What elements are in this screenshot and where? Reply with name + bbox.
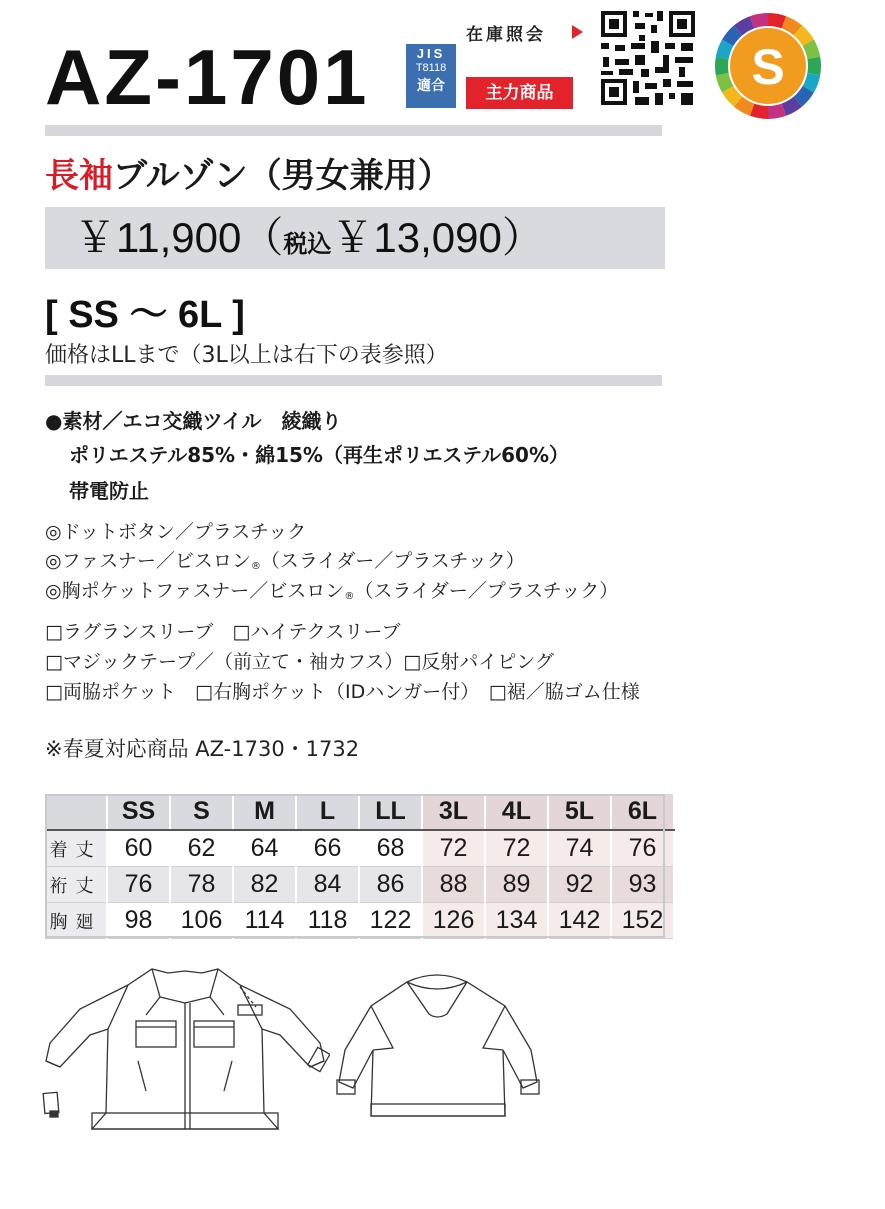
price-main: ￥11,900（: [74, 214, 284, 261]
spec-chest-fastener-slider: （スライダー／プラスチック）: [354, 580, 619, 602]
price-note: 価格はLLまで（3L以上は右下の表参照）: [45, 343, 448, 368]
jacket-front-illustration: [40, 963, 330, 1143]
feature-line: □ラグランスリーブ □ハイテクスリーブ: [45, 621, 401, 643]
row-label: 胸廻: [45, 903, 107, 939]
table-cell: 134: [485, 903, 548, 939]
jacket-back-illustration: [335, 970, 540, 1140]
arrow-right-icon: [572, 25, 583, 39]
divider: [45, 125, 662, 136]
spec-fastener: [45, 546, 525, 573]
table-cell: 142: [548, 903, 611, 939]
model-number: AZ-1701: [45, 33, 370, 121]
jis-badge: [406, 44, 456, 108]
size-table: [45, 794, 675, 939]
table-cell: 68: [359, 830, 422, 867]
table-cell: 72: [485, 830, 548, 867]
table-cell: 60: [107, 830, 170, 867]
title-rest: ブルゾン（男女兼用）: [113, 156, 452, 196]
table-cell: 106: [170, 903, 233, 939]
table-cell: 126: [422, 903, 485, 939]
table-cell: 84: [296, 867, 359, 903]
table-cell: 114: [233, 903, 296, 939]
title-long-sleeve: 長袖: [45, 156, 113, 196]
table-cell: 86: [359, 867, 422, 903]
size-header: SS: [107, 794, 170, 830]
table-cell: 62: [170, 830, 233, 867]
size-s-badge: [714, 12, 822, 120]
size-header: 5L: [548, 794, 611, 830]
table-cell: 89: [485, 867, 548, 903]
size-header: LL: [359, 794, 422, 830]
spec-chest-fastener-text: ◎胸ポケットファスナー／ビスロン: [45, 580, 345, 602]
material-antistatic: 帯電防止: [69, 479, 149, 503]
table-cell: 82: [233, 867, 296, 903]
table-cell: 98: [107, 903, 170, 939]
size-table-header: [45, 794, 674, 830]
table-cell: 74: [548, 830, 611, 867]
size-header: M: [233, 794, 296, 830]
table-cell: 78: [170, 867, 233, 903]
spec-fastener-slider: （スライダー／プラスチック）: [260, 550, 525, 572]
spec-button: ◎ドットボタン／プラスチック: [45, 521, 307, 543]
row-label: 着丈: [45, 830, 107, 867]
table-row: [45, 903, 674, 939]
table-cell: 72: [422, 830, 485, 867]
registered-mark: ®: [344, 591, 355, 602]
table-cell: 64: [233, 830, 296, 867]
badge-ring-segment: [807, 57, 821, 75]
table-cell: 152: [611, 903, 674, 939]
size-header: 3L: [422, 794, 485, 830]
table-cell: 88: [422, 867, 485, 903]
summer-note: ※春夏対応商品 AZ-1730・1732: [45, 737, 360, 761]
stock-inquiry-link[interactable]: 在庫照会: [466, 25, 546, 45]
feature-line: □マジックテープ／（前立て・袖カフス）□反射パイピング: [45, 651, 554, 673]
size-badge-letter: S: [751, 39, 785, 95]
table-cell: 76: [611, 830, 674, 867]
qr-code-icon[interactable]: [599, 9, 697, 107]
price-tax-label: 税込: [283, 230, 332, 258]
row-label: 裄丈: [45, 867, 107, 903]
spec-chest-fastener: [45, 576, 618, 603]
spec-fastener-text: ◎ファスナー／ビスロン: [45, 550, 251, 572]
price-tax: ￥13,090）: [331, 214, 544, 261]
table-corner: [45, 794, 107, 830]
size-range: [ SS ～ 6L ]: [45, 294, 245, 336]
main-product-badge: 主力商品: [466, 77, 573, 109]
table-cell: 122: [359, 903, 422, 939]
jis-compliant: 適合: [417, 77, 445, 93]
table-row: [45, 867, 674, 903]
material-composition: ポリエステル85%・綿15%（再生ポリエステル60%）: [69, 443, 570, 467]
jis-standard: T8118: [415, 62, 447, 74]
table-cell: 92: [548, 867, 611, 903]
table-cell: 66: [296, 830, 359, 867]
size-header: S: [170, 794, 233, 830]
size-header: 4L: [485, 794, 548, 830]
table-row: [45, 830, 674, 867]
table-cell: 93: [611, 867, 674, 903]
table-cell: 76: [107, 867, 170, 903]
registered-mark: ®: [250, 561, 261, 572]
feature-line: □両脇ポケット □右胸ポケット（IDハンガー付） □裾／脇ゴム仕様: [45, 681, 640, 703]
table-cell: 118: [296, 903, 359, 939]
material-line: ●素材／エコ交織ツイル 綾織り: [45, 409, 342, 433]
badge-ring-segment: [715, 57, 729, 75]
divider: [45, 375, 662, 386]
jis-label: JIS: [416, 46, 446, 61]
product-title: [45, 148, 452, 197]
size-header: 6L: [611, 794, 674, 830]
size-header: L: [296, 794, 359, 830]
price: [74, 209, 544, 273]
